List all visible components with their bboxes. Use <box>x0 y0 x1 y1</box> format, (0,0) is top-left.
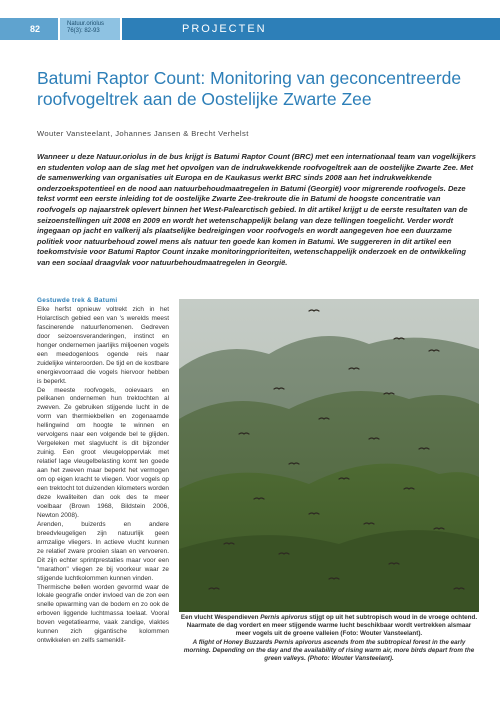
body-paragraph: Elke herfst opnieuw voltrekt zich in het Holarctisch gebied een van 's werelds meest fascinerende natuurfenomenen. Gedreven door seizoensveranderingen, instinct en honger ondernemen jaarlijks miljoenen vogels een meedogenloos ogende reis naar zuidelijke winteroorden. De tijd en de kostbare energievoorraad die vogels hiervoor hebben is beperkt. <box>37 305 169 385</box>
journal-name: Natuur.oriolus <box>67 21 105 27</box>
caption-english: A flight of Honey Buzzards Pernis apivorus ascends from the subtropical forest in the early morning. Depending on the day and the availability of rising warm air, more birds depart from the green valleys. (Photo: Wouter Vansteelant). <box>183 638 475 663</box>
body-paragraph: Arenden, buizerds en andere breedvleugeligen zijn natuurlijk geen armzalige vliegers. In actieve vlucht kunnen ze relatief zware prooien slaan en vervoeren. Dit zijn echter sprintprestaties maar voor een "marathon" vliegen ze bij voorkeur waar ze stijgende luchtkolommen kunnen vinden. <box>37 520 169 582</box>
journal-volume: 76(3): 82-93 <box>67 28 100 34</box>
photo-caption <box>179 614 479 663</box>
article-authors: Wouter Vansteelant, Johannes Jansen & Brecht Verhelst <box>37 129 249 138</box>
section-label: PROJECTEN <box>122 18 500 40</box>
raptor-photo-illustration <box>179 299 479 612</box>
body-paragraph: Thermische bellen worden gevormd waar de lokale geografie onder invloed van de zon een snelle opwarming van de bodem en zo ook de erboven liggende luchtmassa toelaat. Vooral boven vegetatiearme, vaak zandige, vlaktes kunnen zich gigantische kolommen ontwikkelen en zelfs samenklit- <box>37 583 169 645</box>
article-title: Batumi Raptor Count: Monitoring van geconcentreerde roofvogeltrek aan de Oostelijke Zwarte Zee <box>37 68 462 109</box>
body-column <box>37 297 169 646</box>
page-header <box>0 18 500 40</box>
caption-dutch: Een vlucht Wespendieven Pernis apivorus stijgt op uit het subtropisch woud in de vroege ochtend. Naarmate de dag vordert en meer stijgende warme lucht beschikbaar wordt vertrekken alsmaar meer vogels uit de groene valleien (Foto: Wouter Vansteelant). <box>180 614 478 638</box>
journal-reference <box>60 18 120 40</box>
section-heading: Gestuwde trek & Batumi <box>37 297 118 304</box>
raptor-photo <box>179 299 479 612</box>
page-number: 82 <box>0 18 58 40</box>
body-paragraph: De meeste roofvogels, ooievaars en pelikanen ondernemen hun trektochten al zweven. Ze gebruiken stijgende lucht in de vorm van thermiekbellen en zogenaamde hellingwind om hoogte te winnen en vervolgens naar een volgende bel te glijden. Vergeleken met slagvlucht is dit bijzonder zuinig. Een groot vleugeloppervlak met relatief lage vleugelbelasting komt ten goede aan het zweven maar beperkt het vermogen om op eigen kracht te vliegen. Voor vogels op een trektocht tot duizenden kilometers worden deze kwaliteiten dan ook des te meer voelbaar (Brown 1968, Bildstein 2006, Newton 2008). <box>37 386 169 519</box>
article-abstract: Wanneer u deze Natuur.oriolus in de bus krijgt is Batumi Raptor Count (BRC) met een internationaal team van vogelkijkers en studenten volop aan de slag met het opvolgen van de indrukwekkende roofvogeltrek aan de oostelijke Zwarte Zee. Met de samenwerking van organisaties uit Europa en de Kaukasus werkt BRC sinds 2008 aan het indrukwekkende onderzoekspotentieel en de nood aan natuurbehoudmaatregelen in Batumi (Georgië) voor migrerende roofvogels. Deze tekst vormt een eerste inleiding tot de oostelijke Zwarte Zee-trekroute die in Batumi de hoogste concentratie van roofvogels op najaarstrek oplevert binnen het West-Palearctisch gebied. In dit artikel krijgt u de eerste resultaten van de seizoenstellingen uit 2008 en 2009 en wordt het wetenschappelijk belang van deze tellingen toegelicht. Verder wordt ingegaan op jacht en valkerij als plaatselijke bedreigingen voor roofvogels en wordt aangegeven hoe een duurzame politiek voor natuurbehoud zowel mens als natuur ten goede kan komen in Batumi. We suggereren in dit artikel een toekomstvisie voor Batumi Raptor Count inzake monitoringprioriteiten, wetenschappelijk onderzoek en de ontwikkeling van een sociaal draagvlak voor natuurbehoudmaatregelen in Georgië. <box>37 152 476 267</box>
